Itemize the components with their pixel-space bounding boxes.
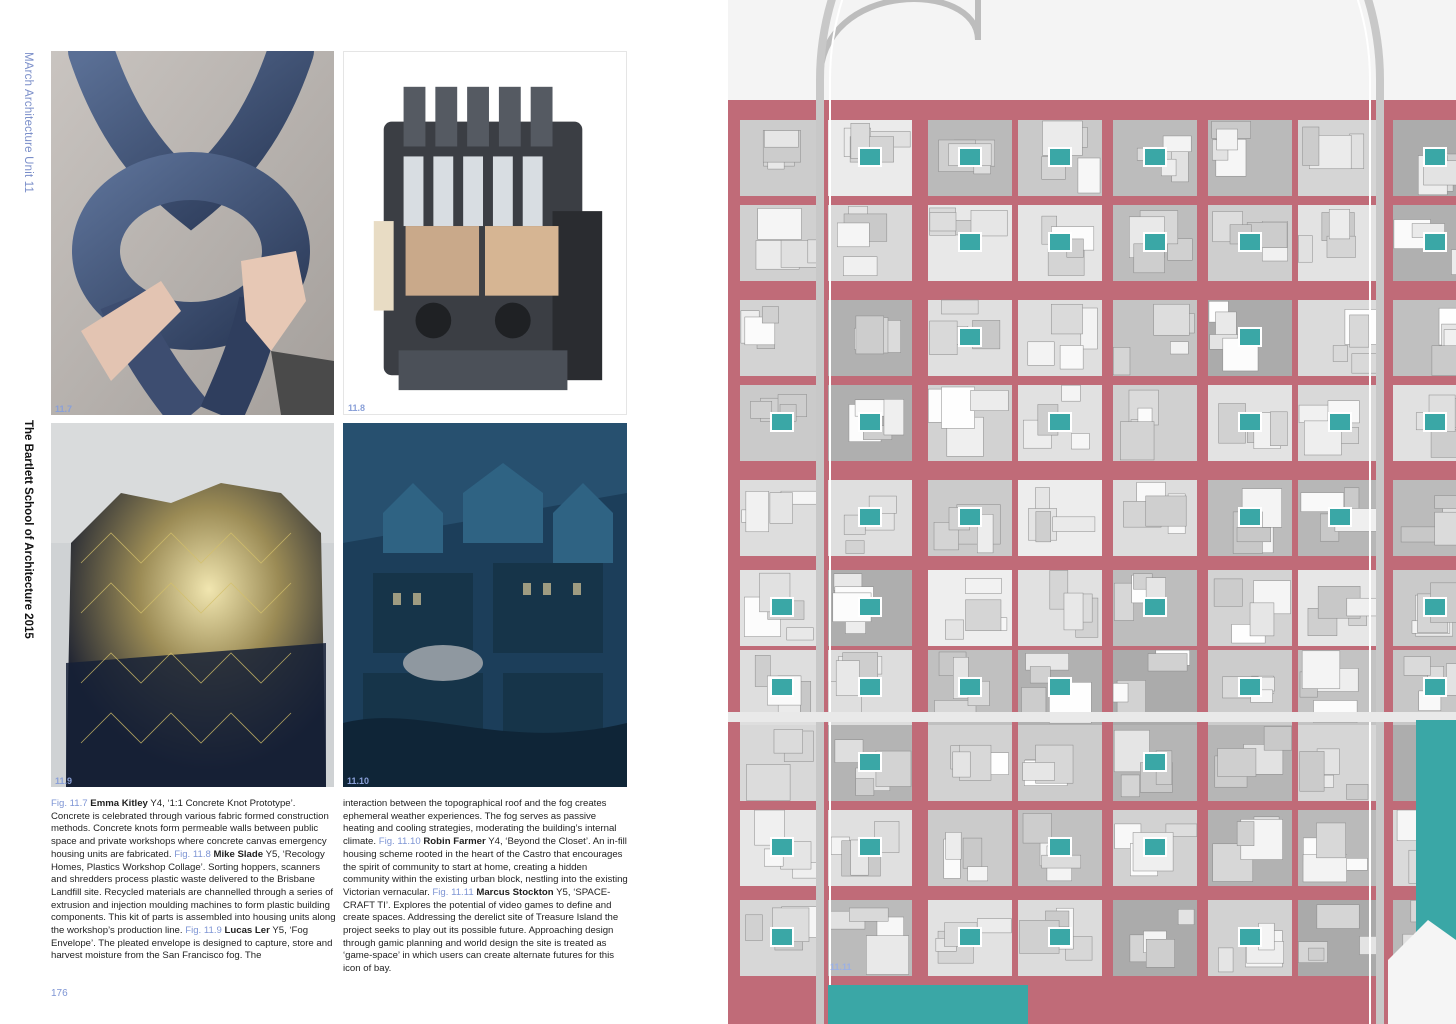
figure-reference: Fig. 11.11 — [432, 886, 474, 898]
student-name: Marcus Stockton — [476, 886, 554, 898]
figure-plastics-workshop — [343, 51, 627, 415]
figure-number: 11.10 — [347, 776, 370, 786]
running-header-school: The Bartlett School of Architecture 2015 — [22, 420, 34, 639]
page-number: 176 — [51, 988, 68, 999]
student-name: Lucas Ler — [224, 925, 270, 937]
student-name: Mike Slade — [213, 848, 264, 860]
figure-number: 11.7 — [55, 404, 73, 414]
caption-text: interaction between the topographical roof and the fog creates ephemeral weather experiences. The fog serves as passive heating and cooling strategies, moderating the building’s internal climate. — [343, 798, 617, 848]
figure-castro-housing — [343, 423, 627, 787]
figure-number: 11.11 — [830, 962, 852, 972]
unit-title: MArch Architecture Unit 11 — [22, 52, 34, 194]
caption-column-1 — [51, 798, 336, 963]
figure-reference: Fig. 11.9 — [185, 925, 222, 937]
figure-number: 11.8 — [348, 403, 366, 413]
caption-text: Y4, ‘Beyond the Closet’. An in-fill housing scheme rooted in the heart of the Castro that encourages the spirit of community to start at home, creating a hidden community within the existing urban block, nestling into the existing Victorian vernacular. — [343, 836, 628, 898]
caption-text: Y5, ‘Fog Envelope’. The pleated envelope is designed to capture, store and harvest moisture from the San Francisco fog. The — [51, 925, 333, 962]
student-name: Robin Farmer — [423, 836, 486, 848]
right-page-city-map — [728, 0, 1456, 1024]
student-name: Emma Kitley — [90, 798, 148, 809]
figure-fog-envelope — [51, 423, 334, 787]
figure-reference: Fig. 11.10 — [378, 836, 421, 848]
figure-reference: Fig. 11.8 — [174, 848, 211, 860]
figure-treasure-island-map — [728, 0, 1456, 1024]
figure-reference: Fig. 11.7 — [51, 798, 88, 809]
caption-text: Y4, ‘1:1 Concrete Knot Prototype’. Concrete is celebrated through various fabric formed construction methods. Concrete knots form permeable walls between public space and private workshops where concrete canvas emergency housing units are fabricated. — [51, 798, 329, 860]
running-header-unit — [22, 52, 34, 193]
figure-number: 11.9 — [55, 776, 73, 786]
caption-text: Y5, ‘SPACE-CRAFT TI’. Explores the potential of video games to define and create spaces. Addressing the derelict site of Treasure Island the project seeks to play out its possible future. Approaching design through gamic planning and world design the site is treated as ‘game-space’ in which users can create alternate futures for this icon of bay. — [343, 886, 619, 975]
figure-concrete-knot — [51, 51, 334, 415]
caption-text: Y5, ‘Recology Homes, Plastics Workshop Collage’. Sorting hoppers, scanners and shredders process plastic waste delivered to the Brisbane Landfill site. Recycled materials are channelled through a series of extrusion and injection moulding machines to form plastic building components. This kit of parts is assembled into housing units along the workshop’s production line. — [51, 848, 336, 937]
caption-column-2 — [343, 798, 628, 976]
